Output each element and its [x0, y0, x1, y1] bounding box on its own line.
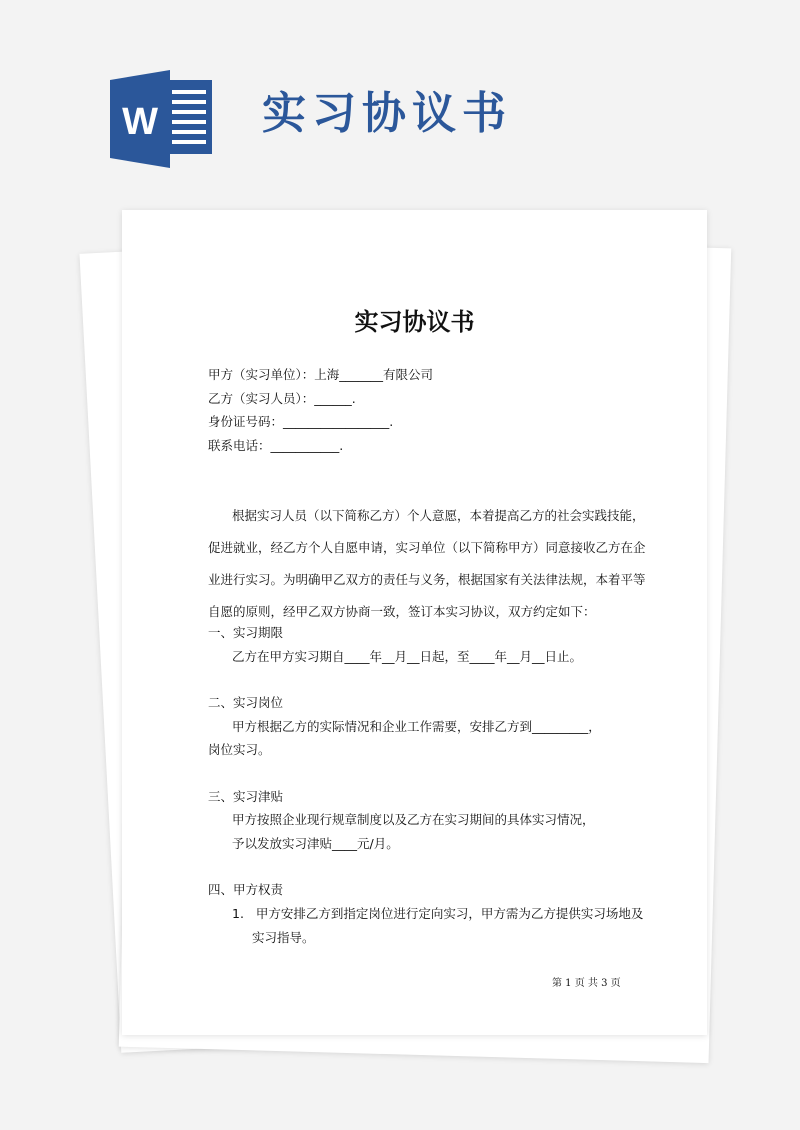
document-title: 实习协议书	[354, 308, 475, 336]
section-line: 甲方按照企业现行规章制度以及乙方在实习期间的具体实习情况，	[232, 812, 595, 827]
word-icon	[110, 70, 215, 168]
svg-text:W: W	[122, 101, 158, 143]
page-number: 第 1 页 共 3 页	[552, 978, 621, 989]
intro-line: 根据实习人员（以下简称乙方）个人意愿，本着提高乙方的社会实践技能，	[232, 508, 645, 523]
section-line: 实习指导。	[252, 930, 315, 945]
section-line: 予以发放实习津贴____元/月。	[232, 836, 399, 851]
field-party-a: 甲方（实习单位）：上海_______有限公司	[208, 367, 434, 382]
field-party-b: 乙方（实习人员）：______.	[208, 391, 356, 406]
section-line: 甲方根据乙方的实际情况和企业工作需要，安排乙方到_________，	[232, 719, 601, 734]
section-heading: 一、实习期限	[208, 625, 284, 640]
section-line: 1. 甲方安排乙方到指定岗位进行定向实习，甲方需为乙方提供实习场地及	[232, 906, 644, 921]
field-phone: 联系电话：___________.	[208, 438, 344, 453]
section-line: 乙方在甲方实习期自____年__月__日起，至____年__月__日止。	[232, 649, 583, 664]
banner-title: 实习协议书	[262, 88, 512, 139]
section-line: 岗位实习。	[208, 742, 271, 757]
intro-line: 业进行实习。为明确甲乙双方的责任与义务，根据国家有关法律法规，本着平等	[208, 572, 646, 587]
intro-line: 自愿的原则，经甲乙双方协商一致，签订本实习协议，双方约定如下：	[208, 604, 596, 619]
section-heading: 四、甲方权责	[208, 882, 284, 897]
section-heading: 二、实习岗位	[208, 695, 284, 710]
field-id-number: 身份证号码：_________________.	[208, 414, 394, 429]
section-heading: 三、实习津贴	[208, 789, 284, 804]
document-page	[122, 210, 707, 1035]
intro-line: 促进就业，经乙方个人自愿申请，实习单位（以下简称甲方）同意接收乙方在企	[208, 540, 646, 555]
